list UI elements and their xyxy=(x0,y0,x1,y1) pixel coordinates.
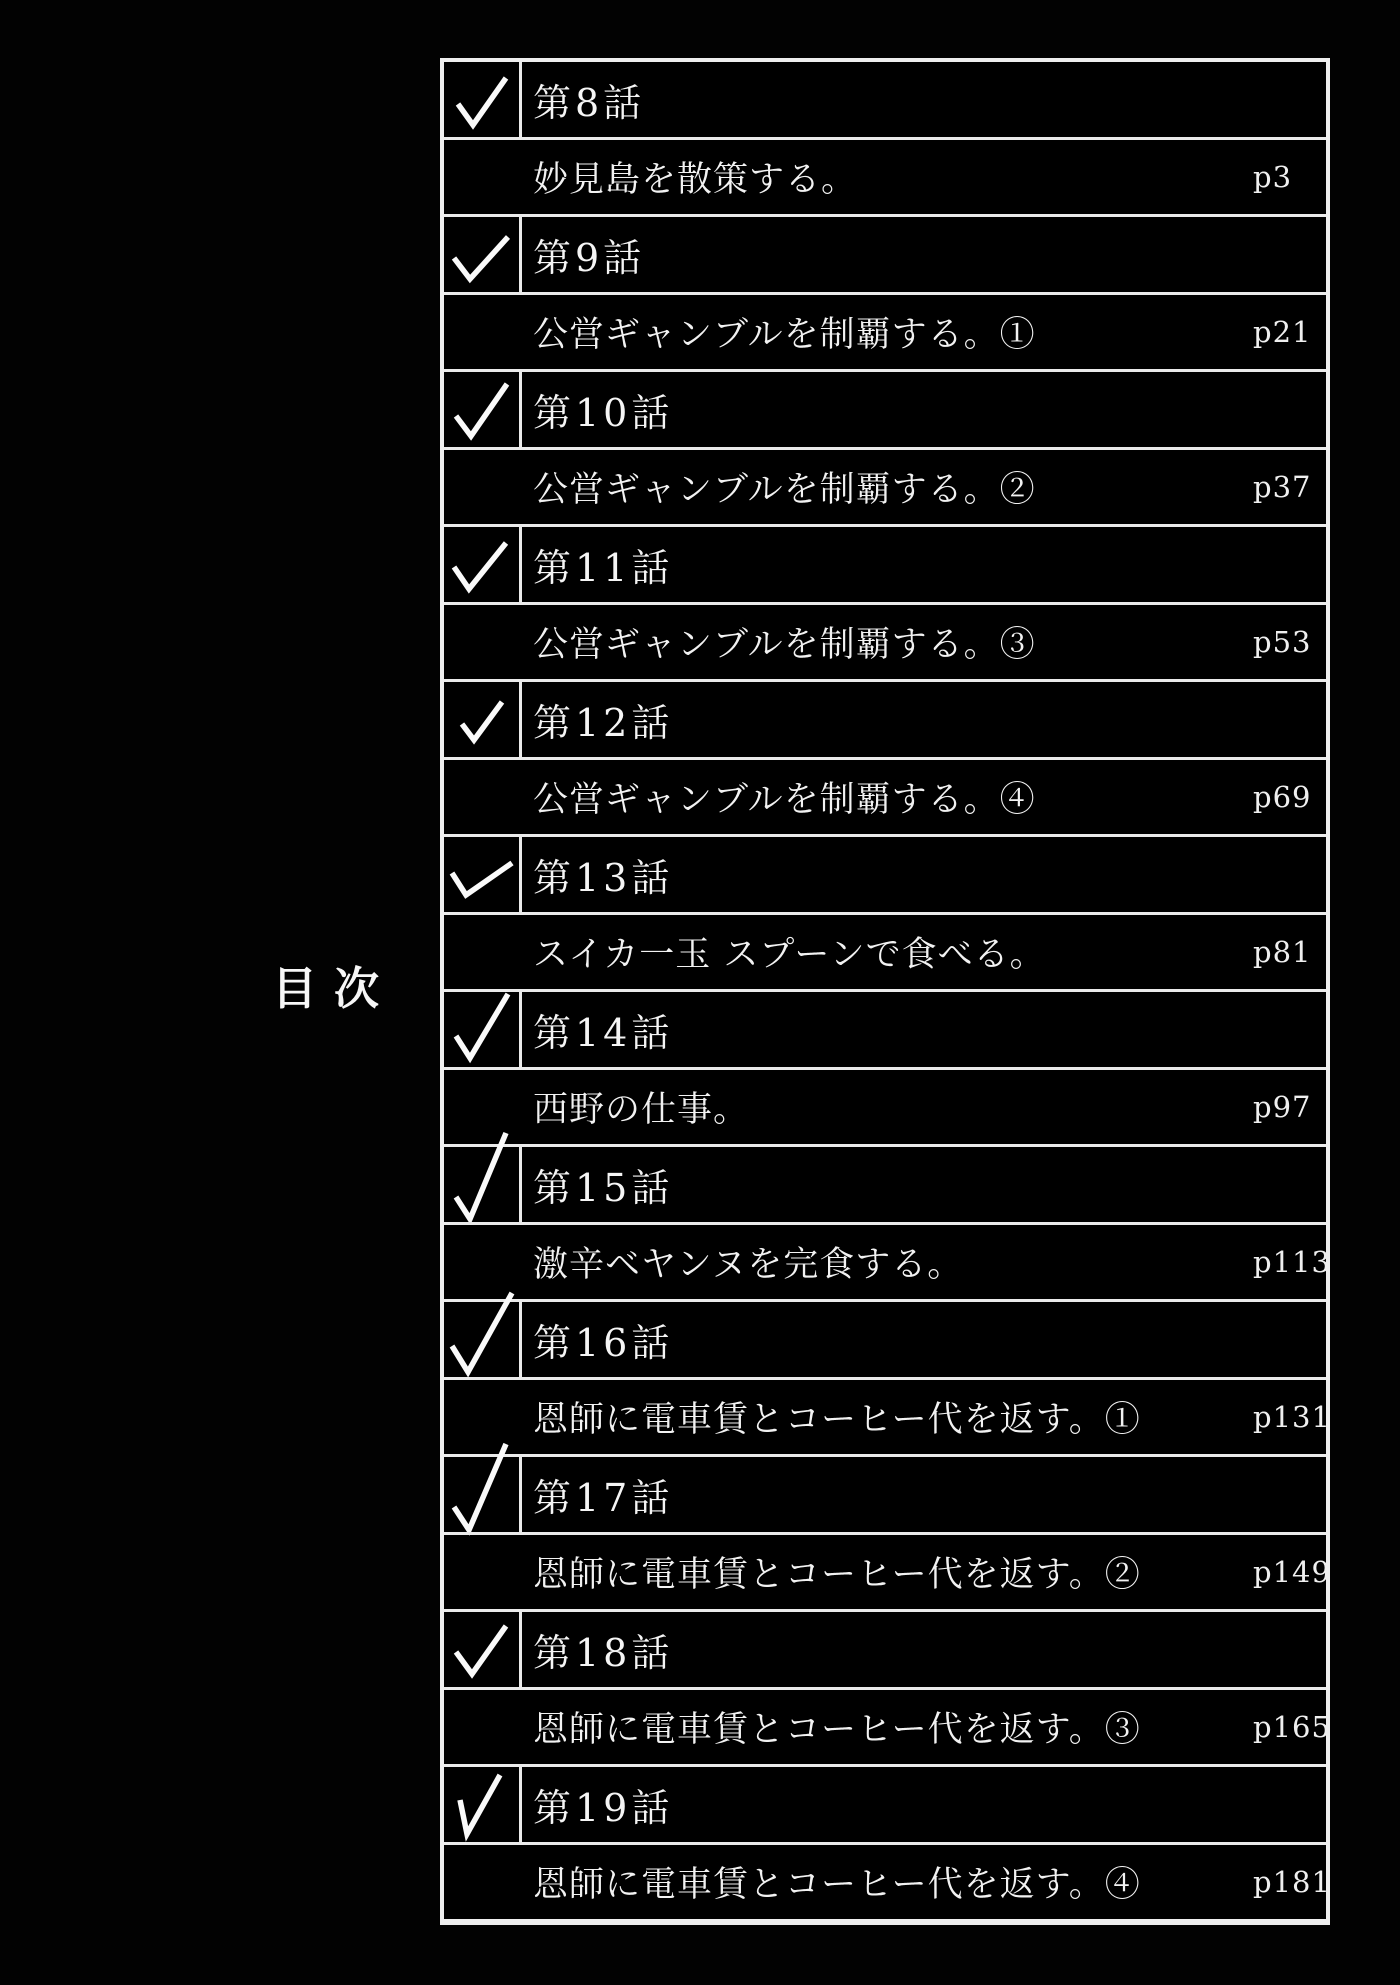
chapter-page-number: p97 xyxy=(1253,1089,1312,1124)
checkmark-icon xyxy=(444,992,519,1067)
chapter-episode-label: 第18話 xyxy=(533,1630,674,1675)
chapter-checkbox-cell xyxy=(444,372,522,447)
chapter-checkbox-cell xyxy=(444,1767,522,1842)
checkmark-icon xyxy=(444,217,519,292)
chapter-episode-label: 第10話 xyxy=(533,390,674,435)
chapter-page-number: p69 xyxy=(1253,779,1312,814)
chapter-title-row xyxy=(444,1454,1326,1532)
chapter-title-text: 公営ギャンブルを制覇する。③ xyxy=(533,624,1036,665)
chapter-subtitle-row xyxy=(444,602,1326,680)
chapter-subtitle-row xyxy=(444,1222,1331,1300)
chapter-title-row xyxy=(444,524,1326,602)
chapter-checkbox-cell xyxy=(444,1302,522,1377)
chapter-episode-label: 第17話 xyxy=(533,1475,674,1520)
chapter-episode-label: 第9話 xyxy=(533,235,646,280)
chapter-episode-label: 第19話 xyxy=(533,1785,674,1830)
checkmark-icon xyxy=(444,1147,519,1222)
chapter-checkbox-cell xyxy=(444,1147,522,1222)
chapter-title-row xyxy=(444,369,1326,447)
chapter-subtitle-row xyxy=(444,1377,1331,1455)
chapter-episode-label: 第11話 xyxy=(533,545,674,590)
chapter-title-text: 公営ギャンブルを制覇する。④ xyxy=(533,779,1036,820)
chapter-episode-label: 第8話 xyxy=(533,80,646,125)
chapter-episode-label: 第13話 xyxy=(533,855,674,900)
chapter-title-row xyxy=(444,1144,1326,1222)
checkmark-icon xyxy=(444,62,519,137)
chapter-title-text: 恩師に電車賃とコーヒー代を返す。③ xyxy=(533,1709,1141,1750)
chapter-page-number: p81 xyxy=(1253,934,1312,969)
chapter-title-row xyxy=(444,1609,1326,1687)
chapter-subtitle-row xyxy=(444,1532,1331,1610)
chapter-page-number: p3 xyxy=(1253,159,1293,194)
chapter-title-row xyxy=(444,1764,1326,1842)
chapter-subtitle-row xyxy=(444,1687,1331,1765)
chapter-title-row xyxy=(444,214,1326,292)
chapter-title-row xyxy=(444,679,1326,757)
chapter-checkbox-cell xyxy=(444,62,522,137)
chapter-subtitle-row xyxy=(444,292,1326,370)
chapter-title-text: 公営ギャンブルを制覇する。② xyxy=(533,469,1036,510)
chapter-title-text: 恩師に電車賃とコーヒー代を返す。④ xyxy=(533,1864,1141,1905)
chapter-title-text: 西野の仕事。 xyxy=(533,1089,750,1130)
toc-table xyxy=(440,58,1330,1925)
chapter-page-number: p113 xyxy=(1253,1244,1331,1279)
chapter-page-number: p21 xyxy=(1253,314,1312,349)
chapter-checkbox-cell xyxy=(444,1457,522,1532)
chapter-title-text: 公営ギャンブルを制覇する。① xyxy=(533,314,1036,355)
chapter-title-text: 恩師に電車賃とコーヒー代を返す。② xyxy=(533,1554,1141,1595)
chapter-subtitle-row xyxy=(444,757,1326,835)
chapter-episode-label: 第15話 xyxy=(533,1165,674,1210)
chapter-episode-label: 第16話 xyxy=(533,1320,674,1365)
chapter-checkbox-cell xyxy=(444,527,522,602)
chapter-episode-label: 第14話 xyxy=(533,1010,674,1055)
chapter-subtitle-row xyxy=(444,447,1326,525)
chapter-subtitle-row xyxy=(444,1067,1326,1145)
chapter-title-row xyxy=(444,834,1326,912)
checkmark-icon xyxy=(444,527,519,602)
chapter-checkbox-cell xyxy=(444,1612,522,1687)
chapter-title-text: スイカ一玉 スプーンで食べる。 xyxy=(533,934,1046,975)
chapter-title-text: 恩師に電車賃とコーヒー代を返す。① xyxy=(533,1399,1141,1440)
chapter-checkbox-cell xyxy=(444,682,522,757)
chapter-page-number: p165 xyxy=(1253,1709,1331,1744)
checkmark-icon xyxy=(444,1612,519,1687)
chapter-title-text: 妙見島を散策する。 xyxy=(533,159,858,200)
chapter-title-row xyxy=(444,989,1326,1067)
chapter-checkbox-cell xyxy=(444,992,522,1067)
checkmark-icon xyxy=(444,682,519,757)
chapter-title-row xyxy=(444,1299,1326,1377)
checkmark-icon xyxy=(444,837,519,912)
chapter-page-number: p181 xyxy=(1253,1864,1331,1899)
chapter-subtitle-row xyxy=(444,137,1326,215)
checkmark-icon xyxy=(444,372,519,447)
page-title: 目次 xyxy=(272,962,397,1015)
chapter-checkbox-cell xyxy=(444,217,522,292)
chapter-page-number: p149 xyxy=(1253,1554,1331,1589)
checkmark-icon xyxy=(444,1302,519,1377)
checkmark-icon xyxy=(444,1457,519,1532)
chapter-checkbox-cell xyxy=(444,837,522,912)
chapter-title-row xyxy=(444,62,1326,137)
chapter-page-number: p53 xyxy=(1253,624,1312,659)
chapter-page-number: p37 xyxy=(1253,469,1312,504)
chapter-subtitle-row xyxy=(444,912,1326,990)
checkmark-icon xyxy=(444,1767,519,1842)
chapter-page-number: p131 xyxy=(1253,1399,1331,1434)
chapter-title-text: 激辛ベヤンヌを完食する。 xyxy=(533,1244,964,1285)
chapter-subtitle-row xyxy=(444,1842,1331,1920)
chapter-episode-label: 第12話 xyxy=(533,700,674,745)
